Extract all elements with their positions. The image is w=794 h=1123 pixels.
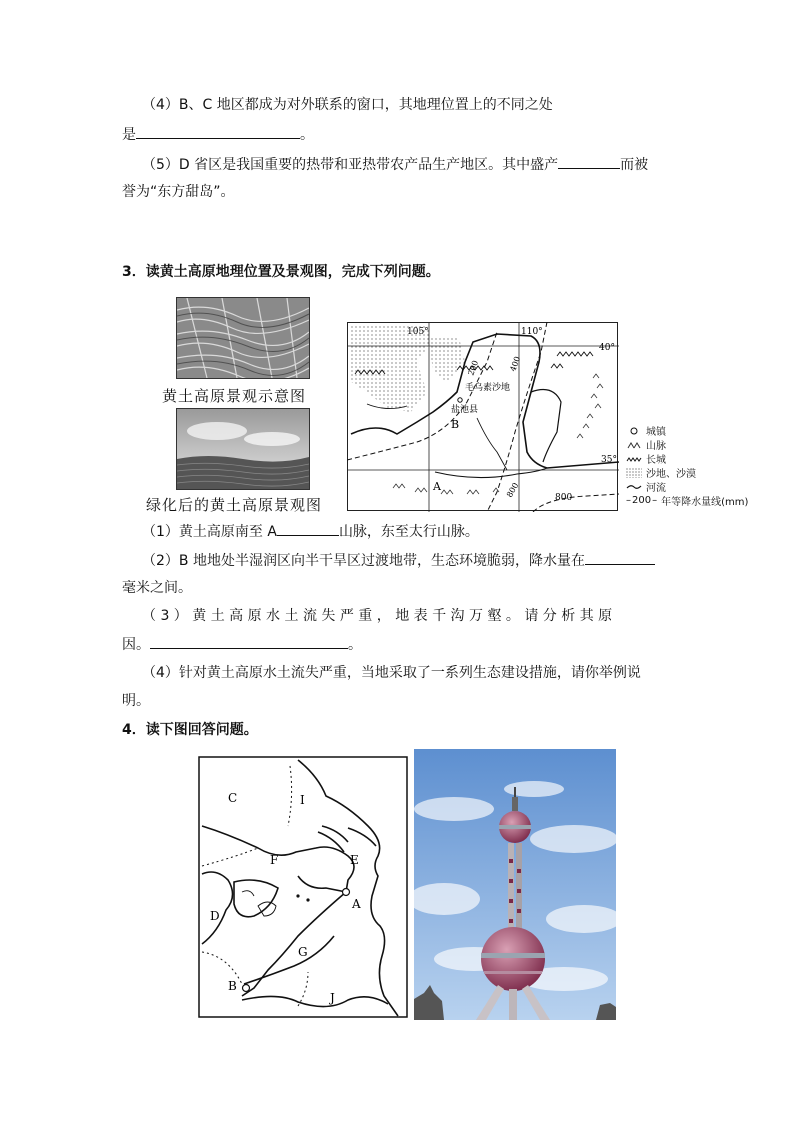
legend-isohyet: – 200 – 年等降水量线(mm)	[626, 495, 749, 508]
region-d-label: D	[210, 909, 220, 923]
loess-plateau-map	[347, 322, 619, 512]
q3-item4-line1: （4）针对黄土高原水土流失严重，当地采取了一系列生态建设措施，请你举例说	[142, 665, 641, 681]
region-j-label: J	[330, 991, 335, 1005]
yangtze-delta-map	[198, 756, 410, 1020]
legend-mountain: 山脉	[626, 437, 666, 452]
point-b-label: B	[451, 418, 460, 431]
isohyet-icon: – 200 –	[626, 495, 658, 506]
answer-blank[interactable]	[558, 154, 620, 169]
mountain-icon	[626, 440, 642, 450]
point-a-label: A	[433, 480, 441, 493]
q3-item2-line2: 毫米之间。	[122, 580, 192, 596]
isohyet-200-label: 200	[466, 359, 481, 377]
q4-title: 4．读下图回答问题。	[122, 722, 258, 738]
q2-item4-line1: （4）B、C 地区都成为对外联系的窗口，其地理位置上的不同之处	[142, 97, 553, 113]
region-e-label: E	[350, 853, 359, 867]
lon-105-label: 105°	[407, 327, 429, 337]
region-f-label: F	[270, 853, 279, 867]
isohyet-400-label: 400	[508, 355, 523, 373]
q3-item4-line2: 明。	[122, 693, 150, 709]
q2-item4-line2: 是 。	[122, 124, 314, 145]
river-icon	[626, 482, 642, 492]
q3-title: 3．读黄土高原地理位置及景观图，完成下列问题。	[122, 264, 440, 280]
tv-tower-photo	[414, 749, 616, 1020]
point-b-label: B	[228, 979, 237, 993]
q3-item3-line1: （ 3 ） 黄 土 高 原 水 土 流 失 严 重 ， 地 表 千 沟 万 壑 。 请 分 析 其 原	[142, 608, 613, 624]
legend-river: 河流	[626, 479, 666, 494]
q3-item1: （1）黄土高原南至 A 山脉，东至太行山脉。	[142, 521, 479, 542]
isohyet-800-label: 800	[504, 481, 521, 499]
greened-plateau-photo	[176, 408, 310, 490]
answer-blank[interactable]	[150, 634, 348, 649]
answer-blank[interactable]	[585, 550, 655, 565]
photo2-caption: 绿化后的黄土高原景观图	[146, 496, 323, 514]
q3-item2-line1: （2）B 地地处半湿润区向半干旱区过渡地带，生态环境脆弱，降水量在	[142, 550, 655, 571]
isohyet-800-label-2: 800	[555, 493, 573, 503]
region-g-label: G	[298, 945, 308, 959]
region-i-label: I	[300, 793, 305, 807]
answer-blank[interactable]	[277, 521, 339, 536]
legend-town: 城镇	[626, 423, 666, 438]
lon-110-label: 110°	[521, 327, 543, 337]
town-icon	[626, 426, 642, 436]
county-label: 盐池县	[451, 405, 479, 415]
legend-great-wall: 长城	[626, 451, 666, 466]
lat-35-label: 35°	[601, 455, 617, 465]
sand-icon	[626, 468, 642, 478]
q2-item5-line1: （5）D 省区是我国重要的热带和亚热带农产品生产地区。其中盛产 而被	[142, 154, 648, 175]
q3-item3-line2: 因。 。	[122, 634, 362, 655]
point-a-label: A	[352, 897, 361, 911]
q2-item5-line2: 誉为“东方甜岛”。	[122, 184, 235, 200]
lat-40-label: 40°	[599, 343, 615, 353]
great-wall-icon	[626, 454, 642, 464]
desert-label: 毛乌素沙地	[465, 383, 511, 393]
answer-blank[interactable]	[136, 124, 300, 139]
photo1-caption: 黄土高原景观示意图	[162, 387, 307, 405]
loess-plateau-photo	[176, 297, 310, 379]
legend-sand: 沙地、沙漠	[626, 465, 696, 480]
region-c-label: C	[228, 791, 238, 805]
